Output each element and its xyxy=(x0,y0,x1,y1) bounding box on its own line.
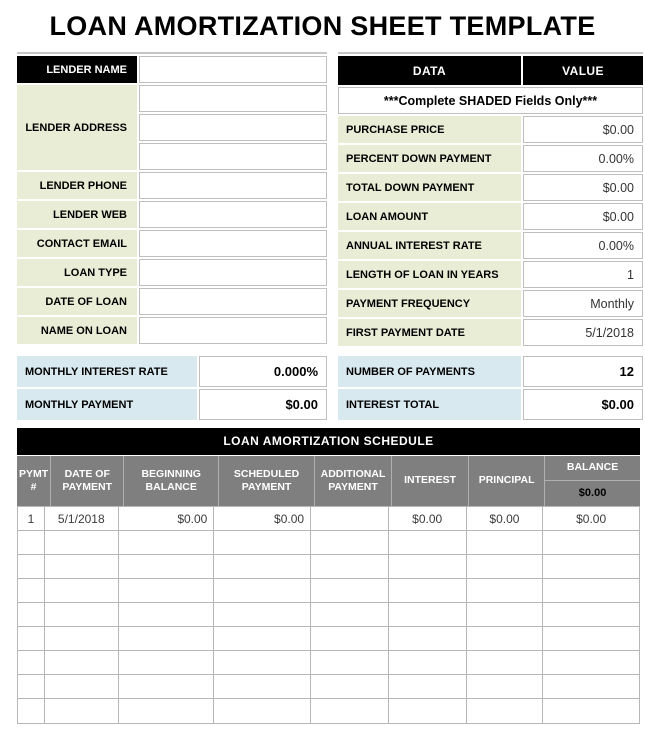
lender-label: DATE OF LOAN xyxy=(17,288,137,315)
schedule-cell[interactable] xyxy=(18,627,45,651)
data-row xyxy=(338,174,643,201)
schedule-row xyxy=(18,675,639,699)
schedule-cell[interactable] xyxy=(18,555,45,579)
schedule-cell[interactable] xyxy=(389,555,467,579)
page-title: LOAN AMORTIZATION SHEET TEMPLATE xyxy=(49,11,596,41)
schedule-column-header: BALANCE xyxy=(545,456,640,481)
schedule-cell[interactable] xyxy=(214,603,311,627)
schedule-cell[interactable] xyxy=(467,555,544,579)
schedule-cell[interactable] xyxy=(45,531,119,555)
schedule-cell[interactable] xyxy=(467,531,544,555)
data-row xyxy=(338,116,643,143)
schedule-cell[interactable]: $0.00 xyxy=(214,507,311,531)
schedule-cell[interactable] xyxy=(119,579,215,603)
schedule-balance-header xyxy=(545,456,640,506)
lender-label: LENDER WEB xyxy=(17,201,137,228)
data-row-value[interactable]: 5/1/2018 xyxy=(523,319,643,346)
schedule-cell[interactable]: $0.00 xyxy=(119,507,215,531)
schedule-cell[interactable]: $0.00 xyxy=(543,507,639,531)
schedule-cell[interactable] xyxy=(119,555,215,579)
schedule-row xyxy=(18,531,639,555)
schedule-row xyxy=(18,579,639,603)
schedule-cell[interactable] xyxy=(214,555,311,579)
summary-section xyxy=(17,356,642,420)
data-row xyxy=(338,261,643,288)
summary-row xyxy=(338,389,643,420)
schedule-cell[interactable] xyxy=(467,651,544,675)
schedule-cell[interactable] xyxy=(119,531,215,555)
schedule-cell[interactable] xyxy=(543,579,639,603)
schedule-cell[interactable]: 1 xyxy=(18,507,45,531)
data-row-value[interactable]: Monthly xyxy=(523,290,643,317)
schedule-cell[interactable] xyxy=(18,579,45,603)
schedule-cell[interactable]: $0.00 xyxy=(467,507,544,531)
summary-row xyxy=(338,356,643,387)
schedule-cell[interactable] xyxy=(467,627,544,651)
schedule-cell[interactable] xyxy=(311,603,389,627)
schedule-column-header: INTEREST xyxy=(392,456,469,506)
data-row-label: LOAN AMOUNT xyxy=(338,203,521,230)
schedule-row xyxy=(18,627,639,651)
schedule-cell[interactable] xyxy=(311,675,389,699)
schedule-cell[interactable] xyxy=(18,531,45,555)
lender-value-cell[interactable] xyxy=(139,172,327,199)
schedule-cell[interactable] xyxy=(543,555,639,579)
payments-summary-value[interactable]: $0.00 xyxy=(523,389,643,420)
monthly-summary-value[interactable]: $0.00 xyxy=(199,389,327,420)
schedule-cell[interactable] xyxy=(119,699,215,723)
schedule-cell[interactable] xyxy=(467,603,544,627)
data-row-label: PERCENT DOWN PAYMENT xyxy=(338,145,521,172)
schedule-cell[interactable] xyxy=(214,531,311,555)
shaded-fields-note: ***Complete SHADED Fields Only*** xyxy=(338,87,643,114)
data-row-label: FIRST PAYMENT DATE xyxy=(338,319,521,346)
schedule-cell[interactable] xyxy=(45,699,119,723)
data-row-label: LENGTH OF LOAN IN YEARS xyxy=(338,261,521,288)
schedule-cell[interactable] xyxy=(119,603,215,627)
schedule-cell[interactable] xyxy=(45,555,119,579)
lender-label: NAME ON LOAN xyxy=(17,317,137,344)
data-row xyxy=(338,319,643,346)
data-row-value[interactable]: $0.00 xyxy=(523,116,643,143)
schedule-cell[interactable] xyxy=(18,675,45,699)
schedule-cell[interactable] xyxy=(214,675,311,699)
schedule-cell[interactable] xyxy=(311,699,389,723)
monthly-summary-label: MONTHLY PAYMENT xyxy=(17,389,197,420)
data-row xyxy=(338,145,643,172)
lender-value-cell[interactable] xyxy=(139,143,327,170)
data-row-value[interactable]: $0.00 xyxy=(523,174,643,201)
schedule-cell[interactable] xyxy=(543,699,639,723)
value-column-header: VALUE xyxy=(523,56,643,85)
schedule-row xyxy=(18,507,639,531)
schedule-cell[interactable] xyxy=(18,651,45,675)
schedule-cell[interactable] xyxy=(119,627,215,651)
data-row xyxy=(338,232,643,259)
lender-value-cell[interactable] xyxy=(139,288,327,315)
schedule-cell[interactable] xyxy=(543,603,639,627)
schedule-cell[interactable] xyxy=(45,603,119,627)
data-column-header: DATA xyxy=(338,56,521,85)
monthly-summary-table xyxy=(17,356,327,420)
top-section xyxy=(17,52,642,348)
data-table-header-row xyxy=(338,56,643,85)
schedule-cell[interactable] xyxy=(214,651,311,675)
schedule-cell[interactable] xyxy=(543,651,639,675)
lender-value-cell[interactable] xyxy=(139,259,327,286)
schedule-cell[interactable] xyxy=(119,651,215,675)
schedule-cell[interactable] xyxy=(18,603,45,627)
schedule-row xyxy=(18,555,639,579)
data-row-label: PURCHASE PRICE xyxy=(338,116,521,143)
data-row-label: PAYMENT FREQUENCY xyxy=(338,290,521,317)
monthly-summary-value[interactable]: 0.000% xyxy=(199,356,327,387)
lender-value-cell[interactable] xyxy=(139,114,327,141)
schedule-cell[interactable] xyxy=(214,627,311,651)
schedule-cell[interactable] xyxy=(311,627,389,651)
lender-label-column xyxy=(17,56,137,344)
schedule-cell[interactable] xyxy=(45,651,119,675)
schedule-title-bar: LOAN AMORTIZATION SCHEDULE xyxy=(17,428,640,455)
payments-summary-label: NUMBER OF PAYMENTS xyxy=(338,356,521,387)
schedule-column-header: DATE OF PAYMENT xyxy=(51,456,124,506)
schedule-cell[interactable] xyxy=(389,651,467,675)
schedule-column-header: BEGINNING BALANCE xyxy=(124,456,219,506)
schedule-column-header: SCHEDULED PAYMENT xyxy=(219,456,315,506)
lender-value-column xyxy=(139,56,327,344)
data-row-value[interactable]: 0.00% xyxy=(523,232,643,259)
schedule-cell[interactable] xyxy=(311,579,389,603)
schedule-cell[interactable] xyxy=(18,699,45,723)
schedule-cell[interactable] xyxy=(45,579,119,603)
schedule-cell[interactable] xyxy=(467,579,544,603)
schedule-row xyxy=(18,603,639,627)
schedule-balance-header-value: $0.00 xyxy=(578,486,607,499)
schedule-cell[interactable] xyxy=(389,579,467,603)
loan-data-table xyxy=(338,52,643,348)
schedule-cell[interactable] xyxy=(311,531,389,555)
summary-row xyxy=(17,356,327,387)
schedule-cell[interactable] xyxy=(214,579,311,603)
schedule-cell[interactable] xyxy=(467,699,544,723)
schedule-cell[interactable] xyxy=(389,627,467,651)
lender-label: LOAN TYPE xyxy=(17,259,137,286)
lender-label: LENDER PHONE xyxy=(17,172,137,199)
lender-value-cell[interactable] xyxy=(139,230,327,257)
schedule-cell[interactable] xyxy=(119,675,215,699)
schedule-cell[interactable] xyxy=(311,651,389,675)
lender-label: CONTACT EMAIL xyxy=(17,230,137,257)
lender-value-cell[interactable] xyxy=(139,201,327,228)
payments-summary-value[interactable]: 12 xyxy=(523,356,643,387)
schedule-column-header: PYMT # xyxy=(17,456,51,506)
data-row xyxy=(338,203,643,230)
schedule-cell[interactable] xyxy=(45,675,119,699)
monthly-summary-label: MONTHLY INTEREST RATE xyxy=(17,356,197,387)
schedule-cell[interactable] xyxy=(543,675,639,699)
schedule-column-header: ADDITIONAL PAYMENT xyxy=(315,456,392,506)
payments-summary-table xyxy=(338,356,643,420)
summary-row xyxy=(17,389,327,420)
schedule-header-row xyxy=(17,456,640,506)
schedule-cell[interactable] xyxy=(311,507,389,531)
data-row-value[interactable]: 1 xyxy=(523,261,643,288)
schedule-column-header: PRINCIPAL xyxy=(469,456,545,506)
schedule-cell[interactable] xyxy=(214,699,311,723)
lender-value-cell[interactable] xyxy=(139,85,327,112)
schedule-cell[interactable] xyxy=(311,555,389,579)
schedule-cell[interactable]: 5/1/2018 xyxy=(45,507,119,531)
schedule-cell[interactable] xyxy=(389,531,467,555)
schedule-row xyxy=(18,651,639,675)
schedule-row xyxy=(18,699,639,723)
schedule-cell[interactable] xyxy=(45,627,119,651)
data-row-value[interactable]: $0.00 xyxy=(523,203,643,230)
lender-value-cell[interactable] xyxy=(139,317,327,344)
data-row xyxy=(338,290,643,317)
lender-value-cell[interactable] xyxy=(139,56,327,83)
schedule-cell[interactable] xyxy=(389,699,467,723)
lender-label: LENDER ADDRESS xyxy=(17,85,137,170)
schedule-cell[interactable]: $0.00 xyxy=(389,507,467,531)
lender-label: LENDER NAME xyxy=(17,56,137,83)
lender-info-table xyxy=(17,52,327,348)
schedule-cell[interactable] xyxy=(543,531,639,555)
data-row-label: TOTAL DOWN PAYMENT xyxy=(338,174,521,201)
data-row-value[interactable]: 0.00% xyxy=(523,145,643,172)
schedule-cell[interactable] xyxy=(389,675,467,699)
schedule-body xyxy=(17,506,640,724)
schedule-cell[interactable] xyxy=(543,627,639,651)
schedule-cell[interactable] xyxy=(389,603,467,627)
amortization-schedule-table xyxy=(17,428,640,724)
data-row-label: ANNUAL INTEREST RATE xyxy=(338,232,521,259)
data-rows xyxy=(338,116,643,346)
payments-summary-label: INTEREST TOTAL xyxy=(338,389,521,420)
schedule-cell[interactable] xyxy=(467,675,544,699)
